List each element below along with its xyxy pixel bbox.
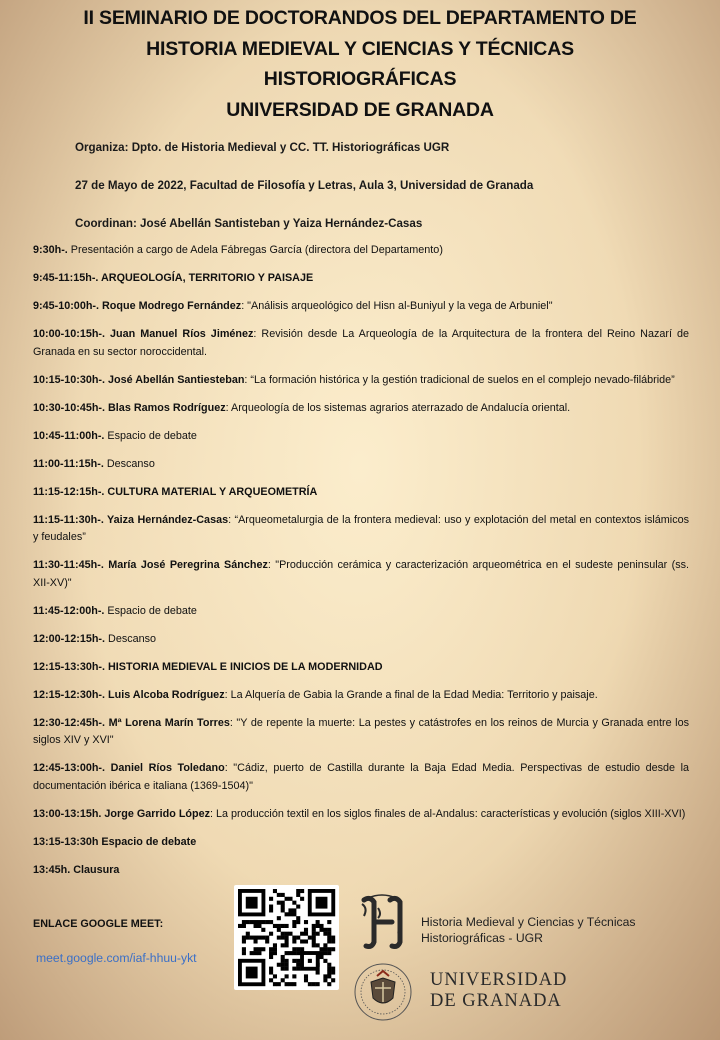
item-description: : "Análisis arqueológico del Hisn al-Buniyul y la vega de Arbuniel" [241, 300, 553, 312]
department-name-line: Historia Medieval y Ciencias y Técnicas [421, 915, 636, 929]
item-time-speaker: 10:45-11:00h-. [33, 429, 105, 442]
item-description: : La Alquería de Gabia la Grande a final de la Edad Media: Territorio y paisaje. [224, 688, 598, 701]
qr-code-graphic [234, 885, 339, 990]
university-logo-line: UNIVERSIDAD [430, 970, 568, 990]
program-item [33, 806, 689, 824]
section-heading [33, 659, 689, 677]
item-description: Presentación a cargo de Adela Fábregas García (directora del Departamento) [67, 244, 443, 256]
item-time-speaker: 12:45-13:00h-. Daniel Ríos Toledano [33, 762, 225, 774]
item-time-speaker: 12:00-12:15h-. [33, 632, 106, 645]
program-item [33, 760, 689, 795]
program-item [33, 862, 689, 880]
section-heading [33, 270, 689, 288]
item-time-speaker: 10:15-10:30h-. José Abellán Santiesteban [33, 373, 245, 386]
item-description: : "Cádiz, puerto de Castilla durante la Baja Edad Media. Perspectivas de estudio desde la documentación ibérica e italiana (1369-1504)" [33, 762, 689, 792]
program-item [33, 428, 689, 446]
seminar-title [40, 3, 680, 125]
item-description: Descanso [105, 632, 157, 645]
coordinators-line: Coordinan: José Abellán Santisteban y Yaiza Hernández-Casas [75, 217, 423, 230]
item-time-speaker: 11:15-12:15h-. CULTURA MATERIAL Y ARQUEOMETRÍA [33, 485, 318, 498]
date-location-line: 27 de Mayo de 2022, Facultad de Filosofía y Letras, Aula 3, Universidad de Granada [75, 179, 534, 192]
meet-link-label: ENLACE GOOGLE MEET: [33, 918, 164, 930]
item-time-speaker: 11:30-11:45h-. María José Peregrina Sánchez [33, 559, 268, 571]
item-time-speaker: 9:30h-. [33, 244, 68, 256]
qr-code [234, 885, 339, 990]
item-time-speaker: 9:45-11:15h-. ARQUEOLOGÍA, TERRITORIO Y PAISAJE [33, 272, 314, 284]
item-time-speaker: 13:15-13:30h Espacio de debate [33, 835, 197, 848]
program-item [33, 603, 689, 621]
item-time-speaker: 12:15-13:30h-. HISTORIA MEDIEVAL E INICIOS DE LA MODERNIDAD [33, 660, 383, 673]
item-time-speaker: 11:00-11:15h-. [33, 457, 104, 470]
program-item [33, 557, 689, 592]
item-description: : La producción textil en los siglos finales de al-Andalus: características y evolución (siglos XIII-XVI) [210, 807, 686, 820]
item-description: Descanso [103, 457, 155, 470]
item-time-speaker: 11:15-11:30h-. Yaiza Hernández-Casas [33, 513, 229, 526]
department-name-line: Historiográficas - UGR [421, 931, 543, 945]
item-time-speaker: 11:45-12:00h-. [33, 604, 105, 617]
program-item [33, 372, 689, 390]
item-description: : "Producción cerámica y caracterización arqueométrica en el sudeste peninsular (ss. XII-XV)" [33, 559, 690, 589]
item-time-speaker: 9:45-10:00h-. Roque Modrego Fernández [33, 300, 242, 312]
university-logo-text [430, 970, 567, 1012]
title-line: UNIVERSIDAD DE GRANADA [226, 98, 494, 121]
item-time-speaker: 13:00-13:15h. Jorge Garrido López [33, 807, 211, 820]
item-description: : “Arqueometalurgia de la frontera medieval: uso y explotación del metal en contextos islámicos y feudales” [33, 513, 690, 543]
program-item [33, 456, 689, 474]
title-line: II SEMINARIO DE DOCTORANDOS DEL DEPARTAMENTO DE [83, 7, 637, 29]
program-item [33, 512, 689, 547]
item-time-speaker: 12:30-12:45h-. Mª Lorena Marín Torres [33, 716, 230, 729]
item-description: : “La formación histórica y la gestión tradicional de suelos en el complejo nevado-filábride” [244, 373, 675, 386]
section-heading [33, 484, 689, 502]
item-time-speaker: 12:15-12:30h-. Luis Alcoba Rodríguez [33, 688, 225, 701]
item-time-speaker: 10:00-10:15h-. Juan Manuel Ríos Jiménez [33, 328, 254, 340]
program-item [33, 242, 689, 260]
item-time-speaker: 13:45h. Clausura [33, 863, 120, 876]
item-description: Espacio de debate [104, 429, 197, 442]
title-line: HISTORIA MEDIEVAL Y CIENCIAS Y TÉCNICAS [146, 37, 574, 60]
university-seal-icon [353, 962, 413, 1022]
university-logo-line: DE GRANADA [430, 991, 562, 1011]
program-item [33, 326, 689, 361]
program-item [33, 687, 689, 705]
program-item [33, 631, 689, 649]
item-description: : Revisión desde La Arqueología de la Arquitectura de la frontera del Reino Nazarí de Granada en su sector noroccidental. [33, 328, 689, 358]
department-h-logo [358, 894, 406, 952]
item-time-speaker: 10:30-10:45h-. Blas Ramos Rodríguez [33, 401, 226, 414]
item-description: : Arqueología de los sistemas agrarios aterrazado de Andalucía oriental. [225, 401, 571, 414]
organiza-line: Organiza: Dpto. de Historia Medieval y CC. TT. Historiográficas UGR [75, 141, 450, 154]
meet-link[interactable]: meet.google.com/iaf-hhuu-ykt [36, 951, 197, 965]
program-item [33, 298, 689, 316]
program-list [33, 242, 689, 890]
title-line: HISTORIOGRÁFICAS [263, 68, 457, 90]
program-item [33, 834, 689, 852]
program-item [33, 715, 689, 750]
department-name [421, 914, 636, 946]
item-description: Espacio de debate [104, 604, 197, 617]
item-description: : "Y de repente la muerte: La pestes y catástrofes en los reinos de Murcia y Granada entre los siglos XIV y XVI" [33, 716, 689, 746]
program-item [33, 400, 689, 418]
